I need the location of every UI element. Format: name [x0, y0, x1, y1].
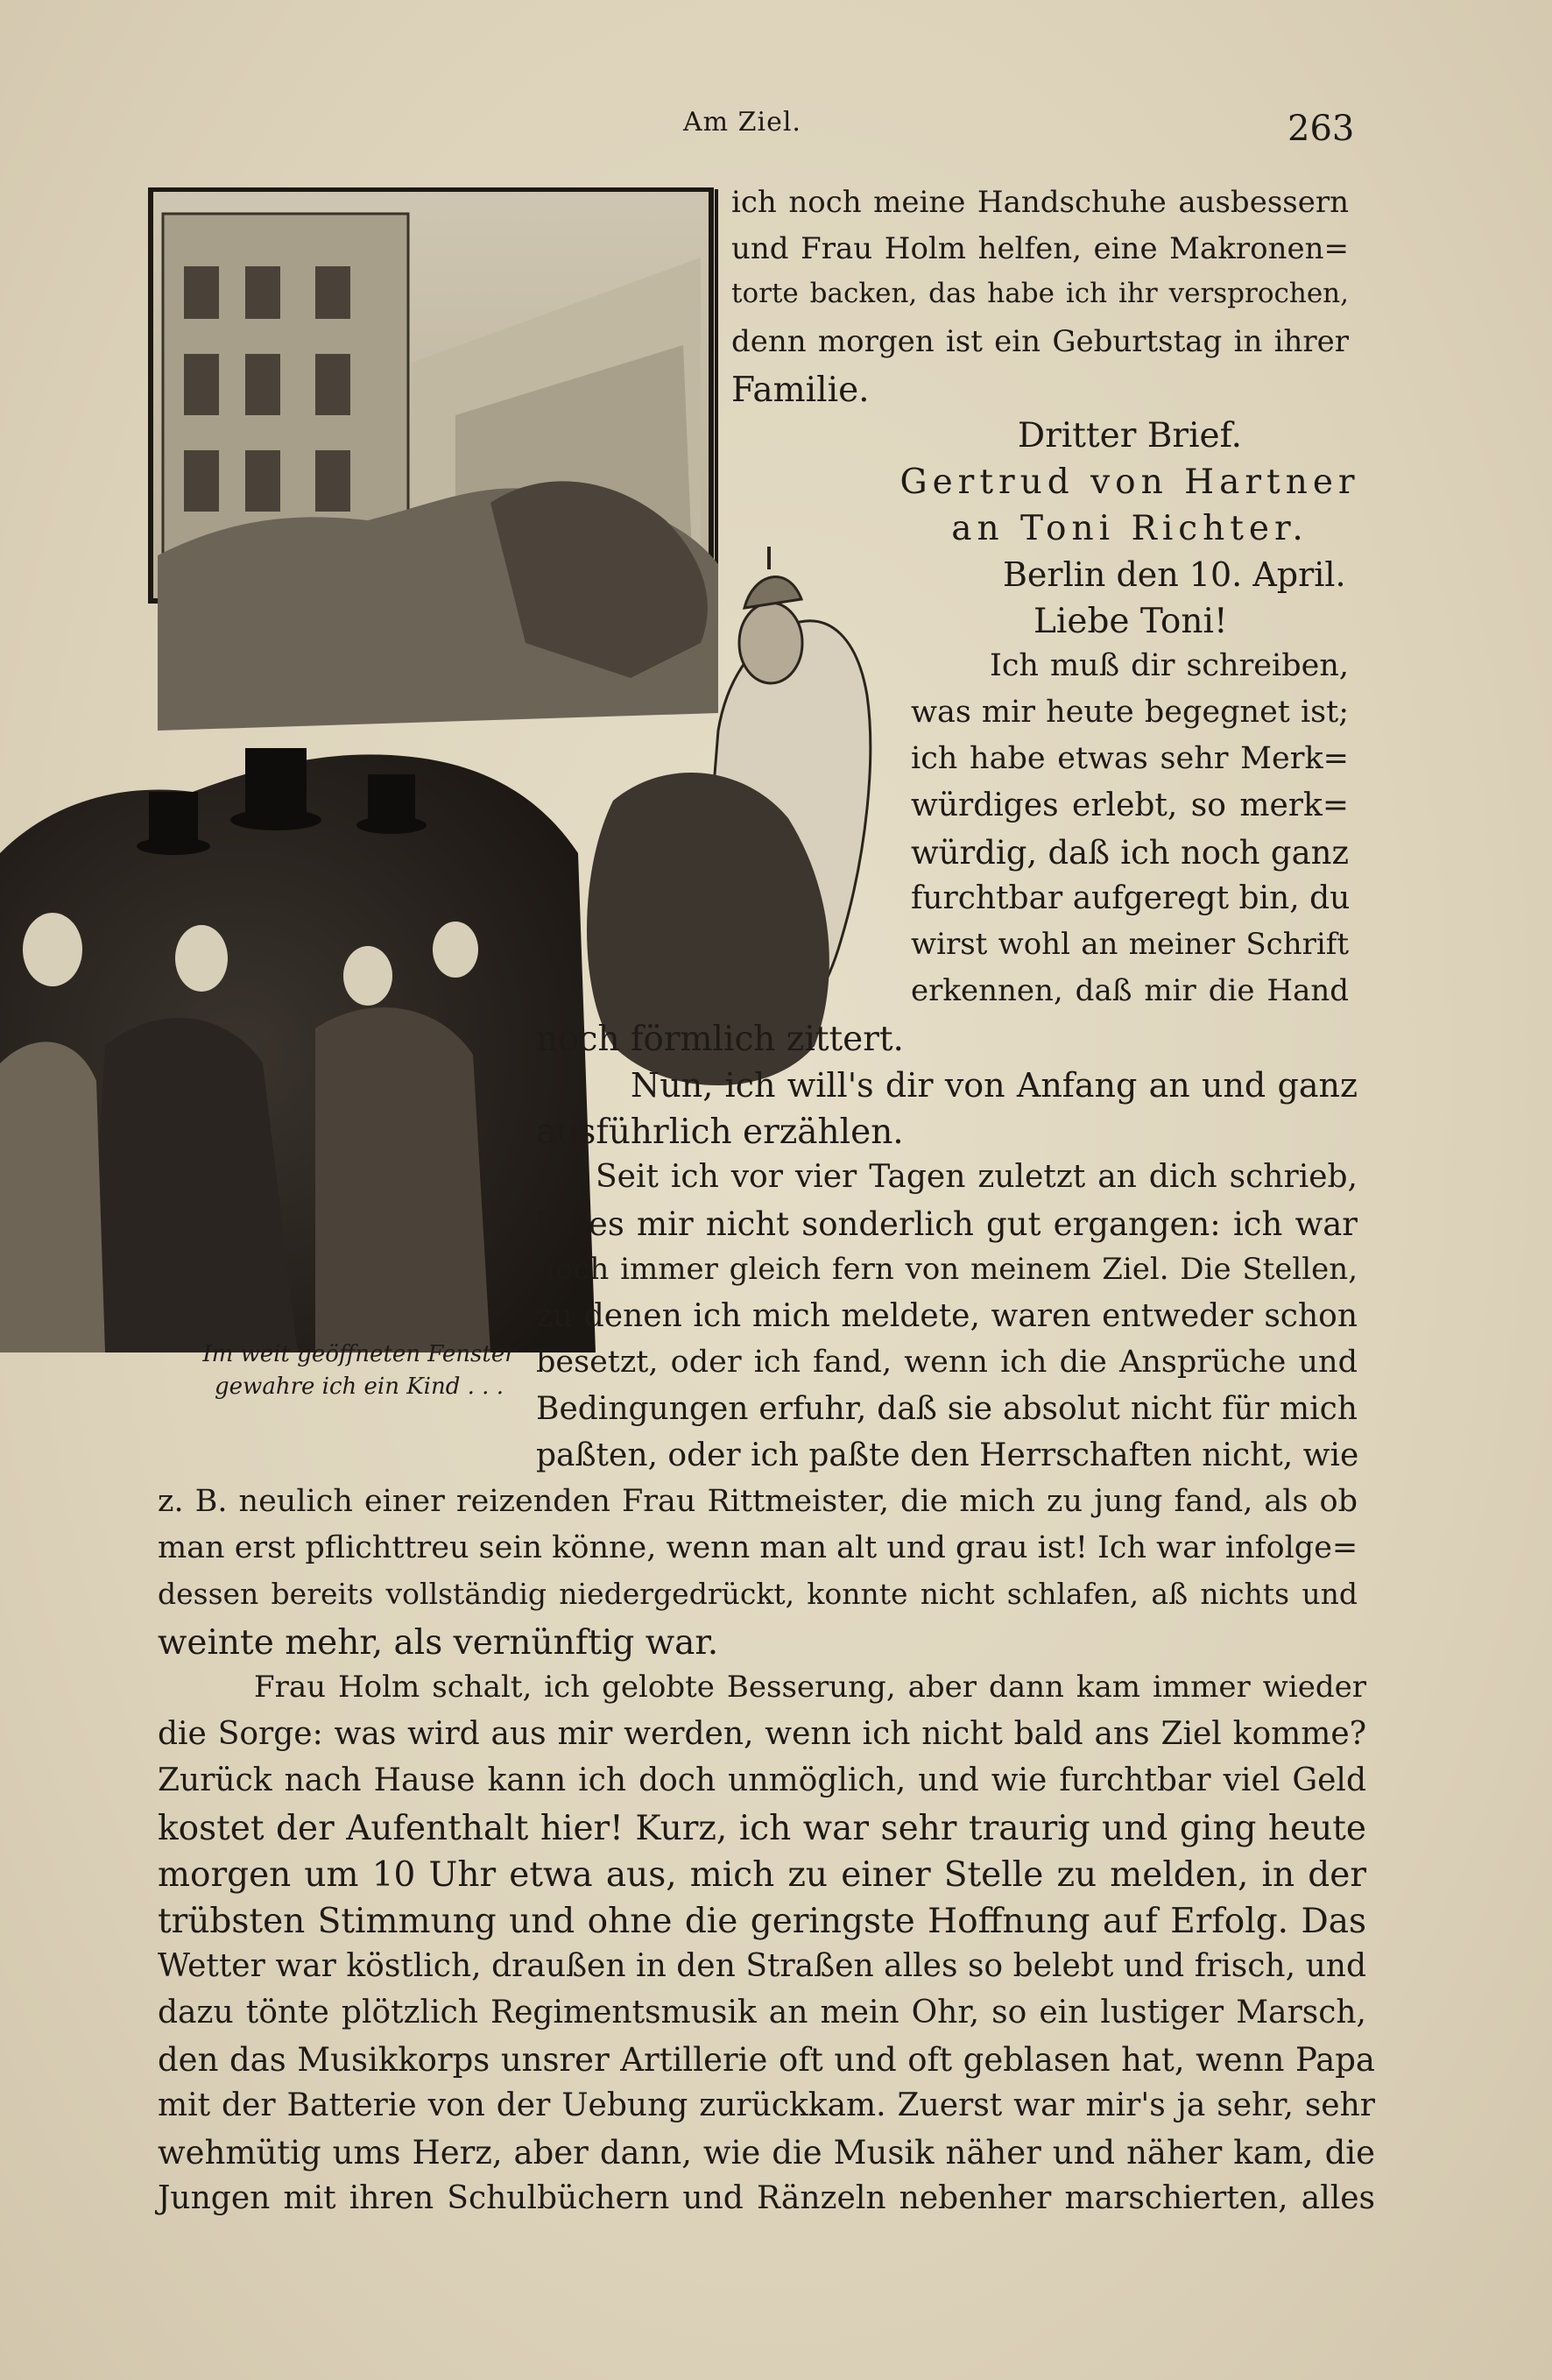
text-line: denn morgen ist ein Geburtstag in ihrer: [731, 324, 1349, 359]
text-line: ich habe etwas sehr Merk=: [911, 741, 1349, 776]
text-line: Zurück nach Hause kann ich doch unmöglich, und wie furchtbar viel Geld: [158, 1762, 1366, 1798]
text-line: den das Musikkorps unsrer Artillerie oft und oft geblasen hat, wenn Papa: [158, 2041, 1375, 2079]
letter-salutation: Liebe Toni!: [1033, 602, 1228, 641]
text-line: paßten, oder ich paßte den Herrschaften nicht, wie: [536, 1437, 1359, 1473]
text-line: trübsten Stimmung und ohne die geringste Hoffnung auf Erfolg. Das: [158, 1902, 1366, 1941]
text-line: Frau Holm schalt, ich gelobte Besserung, aber dann kam immer wieder: [254, 1670, 1366, 1705]
text-line: dazu tönte plötzlich Regimentsmusik an mein Ohr, so ein lustiger Marsch,: [158, 1995, 1366, 2030]
text-line: zu denen ich mich meldete, waren entweder schon: [536, 1298, 1358, 1334]
text-line: mit der Batterie von der Uebung zurückkam. Zuerst war mir's ja sehr, sehr: [158, 2087, 1375, 2123]
text-line: Ich muß dir schreiben,: [990, 648, 1349, 683]
letter-date: Berlin den 10. April.: [1003, 555, 1346, 594]
text-line: Nun, ich will's dir von Anfang an und ganz: [631, 1066, 1358, 1105]
page-number: 263: [1287, 109, 1355, 149]
text-line: man erst pflichttreu sein könne, wenn man alt und grau ist! Ich war infolge=: [158, 1530, 1358, 1565]
text-line: Familie.: [731, 371, 870, 410]
text-line: kostet der Aufenthalt hier! Kurz, ich war sehr traurig und ging heute: [158, 1809, 1366, 1848]
text-line: morgen um 10 Uhr etwa aus, mich zu einer Stelle zu melden, in der: [158, 1855, 1366, 1895]
text-line: Wetter war köstlich, draußen in den Straßen alles so belebt und frisch, und: [158, 1948, 1366, 1984]
text-line: noch förmlich zittert.: [536, 1020, 904, 1059]
text-line: noch immer gleich fern von meinem Ziel. Die Stellen,: [536, 1252, 1358, 1287]
caption-line: gewahre ich ein Kind . . .: [215, 1373, 504, 1400]
caption-line: Im weit geöffneten Fenster: [202, 1341, 516, 1367]
text-line: torte backen, das habe ich ihr versprochen,: [731, 278, 1349, 309]
running-head: Am Ziel.: [683, 107, 801, 138]
letter-recipient: an Toni Richter.: [951, 509, 1309, 548]
text-line: furchtbar aufgeregt bin, du: [911, 880, 1351, 916]
letter-title: Dritter Brief.: [1017, 416, 1243, 456]
text-line: weinte mehr, als vernünftig war.: [158, 1623, 719, 1663]
text-line: Seit ich vor vier Tagen zuletzt an dich schrieb,: [596, 1159, 1358, 1195]
text-line: Bedingungen erfuhr, daß sie absolut nicht für mich: [536, 1391, 1358, 1427]
text-line: ich noch meine Handschuhe ausbessern: [731, 185, 1349, 220]
spiked-helmet: [744, 577, 801, 608]
text-line: würdiges erlebt, so merk=: [911, 787, 1349, 823]
text-line: erkennen, daß mir die Hand: [911, 973, 1349, 1008]
text-line: z. B. neulich einer reizenden Frau Rittmeister, die mich zu jung fand, als ob: [158, 1484, 1358, 1519]
letter-sender: Gertrud von Hartner: [899, 463, 1360, 502]
text-line: dessen bereits vollständig niedergedrückt, konnte nicht schlafen, aß nichts und: [158, 1577, 1358, 1611]
illustration-caption: [197, 1338, 521, 1403]
text-line: ausführlich erzählen.: [536, 1112, 904, 1152]
text-line: Jungen mit ihren Schulbüchern und Ränzeln nebenher marschierten, alles: [158, 2180, 1375, 2216]
text-line: würdig, daß ich noch ganz: [911, 834, 1349, 872]
text-line: die Sorge: was wird aus mir werden, wenn ich nicht bald ans Ziel komme?: [158, 1716, 1366, 1752]
text-line: wirst wohl an meiner Schrift: [911, 927, 1349, 962]
text-line: ist es mir nicht sonderlich gut ergangen: ich war: [536, 1205, 1358, 1243]
text-line: besetzt, oder ich fand, wenn ich die Ansprüche und: [536, 1345, 1358, 1380]
text-line: wehmütig ums Herz, aber dann, wie die Musik näher und näher kam, die: [158, 2134, 1375, 2172]
text-line: und Frau Holm helfen, eine Makronen=: [731, 231, 1349, 266]
text-line: was mir heute begegnet ist;: [911, 695, 1349, 730]
building-windows: [184, 266, 350, 512]
